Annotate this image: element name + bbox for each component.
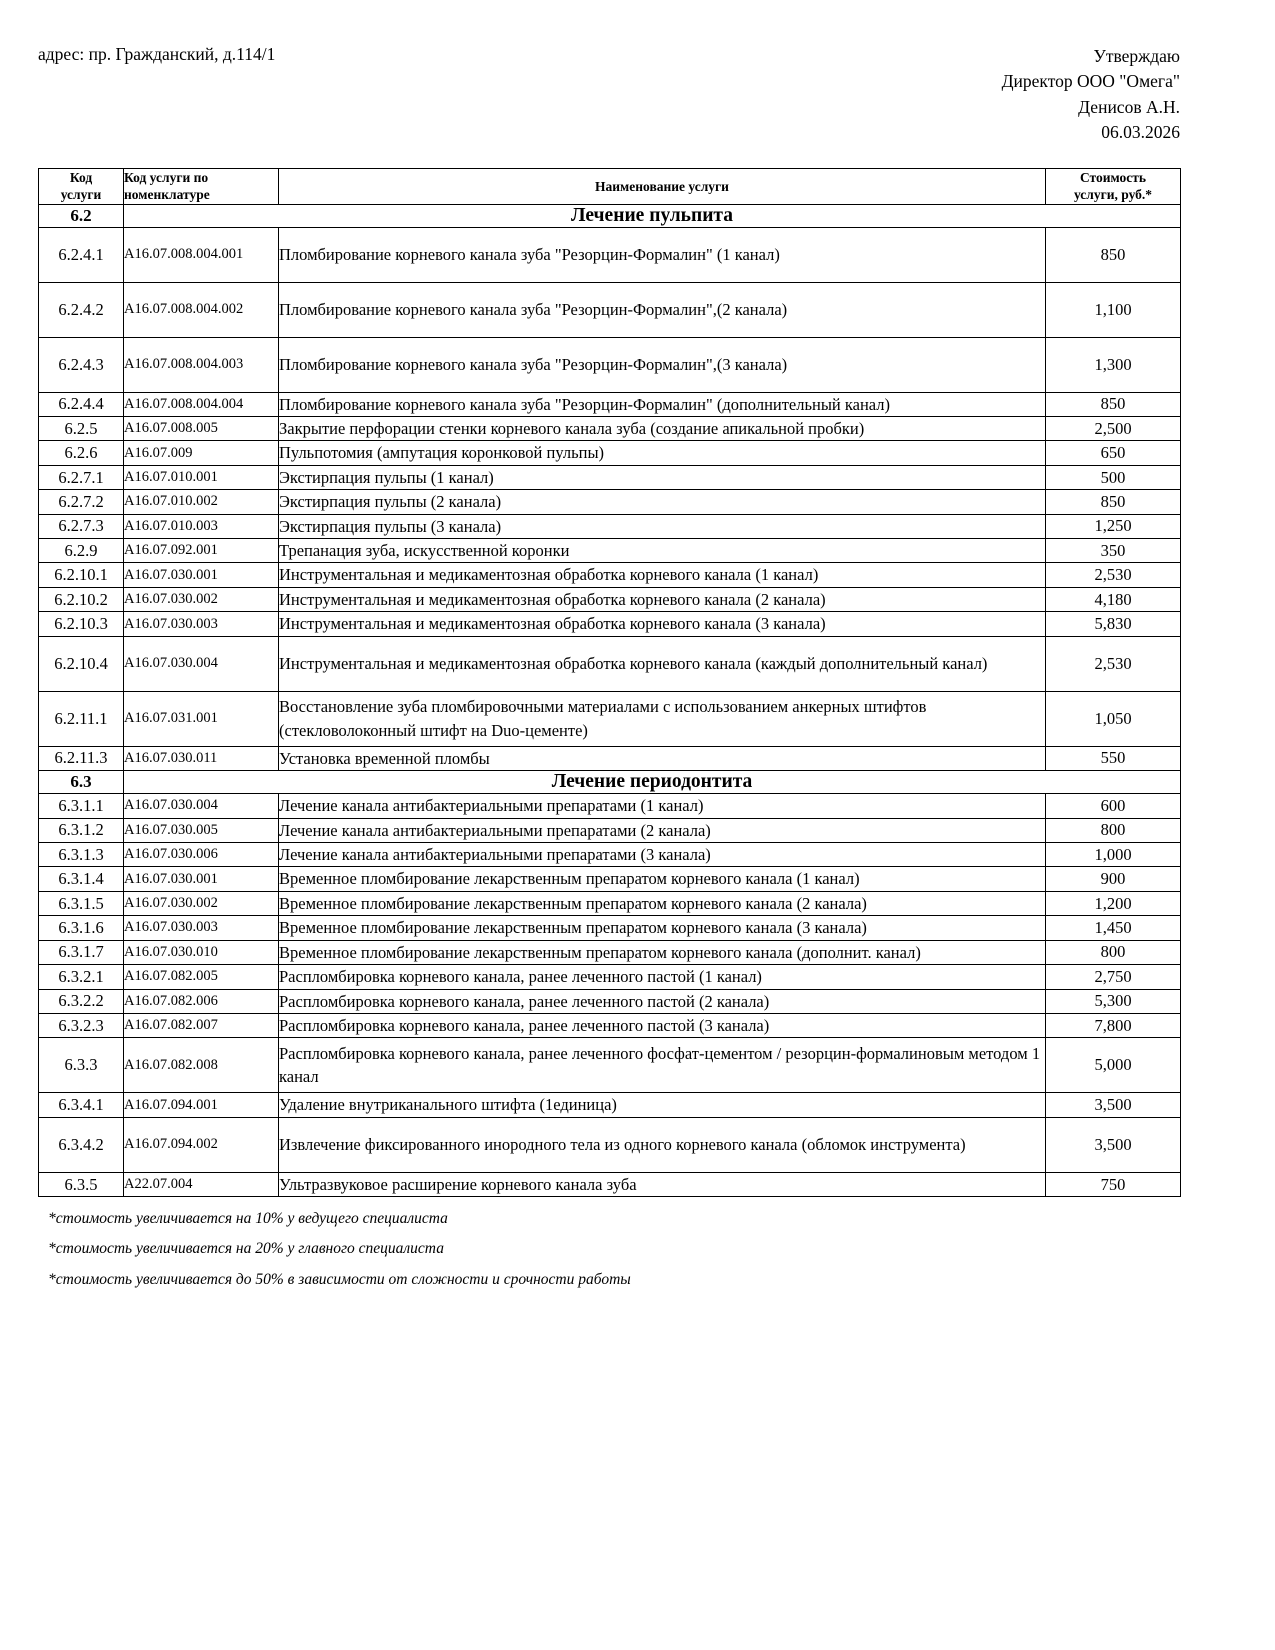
cell-service-code: 6.2.7.1 [39,465,124,489]
cell-service-code: 6.3.4.2 [39,1117,124,1172]
cell-service-code: 6.3.1.4 [39,867,124,891]
cell-nomenclature: A16.07.008.004.002 [124,282,279,337]
cell-price: 2,500 [1046,416,1181,440]
cell-service-code: 6.2.7.3 [39,514,124,538]
cell-service-name: Пломбирование корневого канала зуба "Резорцин-Формалин" (1 канал) [279,227,1046,282]
cell-nomenclature: A16.07.010.002 [124,490,279,514]
cell-nomenclature: A16.07.082.005 [124,965,279,989]
table-row [39,989,1181,1013]
column-header-nomenclature-line2: номенклатуре [124,187,210,203]
cell-service-code: 6.3.1.5 [39,891,124,915]
cell-price: 1,200 [1046,891,1181,915]
cell-service-code: 6.2.4.1 [39,227,124,282]
cell-service-code: 6.2.9 [39,539,124,563]
approval-director: Директор ООО "Омега" [1001,71,1180,92]
cell-price: 2,530 [1046,563,1181,587]
cell-service-name: Экстирпация пульпы (1 канал) [279,465,1046,489]
table-row [39,867,1181,891]
footnotes-block [38,1204,1180,1295]
cell-service-code: 6.2.7.2 [39,490,124,514]
cell-service-name: Восстановление зуба пломбировочными материалами с использованием анкерных штифтов (стекловолоконный штифт на Duo-цементе) [279,691,1046,746]
cell-service-code: 6.2.11.3 [39,746,124,770]
cell-service-code: 6.2.10.1 [39,563,124,587]
cell-price: 500 [1046,465,1181,489]
cell-price: 350 [1046,539,1181,563]
cell-service-code: 6.3.1.2 [39,818,124,842]
cell-service-code: 6.3.1.6 [39,916,124,940]
cell-service-name: Временное пломбирование лекарственным препаратом корневого канала (дополнит. канал) [279,940,1046,964]
cell-service-name: Пломбирование корневого канала зуба "Резорцин-Формалин" (дополнительный канал) [279,392,1046,416]
table-row [39,1172,1181,1196]
cell-service-name: Пломбирование корневого канала зуба "Резорцин-Формалин",(2 канала) [279,282,1046,337]
cell-service-code: 6.3.3 [39,1038,124,1093]
column-header-nomenclature-line1: Код услуги по [124,170,209,185]
table-row [39,636,1181,691]
cell-nomenclature: A16.07.030.001 [124,563,279,587]
cell-price: 1,450 [1046,916,1181,940]
cell-nomenclature: A16.07.030.001 [124,867,279,891]
cell-nomenclature: A16.07.031.001 [124,691,279,746]
column-header-price [1046,169,1181,205]
column-header-nomenclature [124,169,279,205]
section-title: Лечение пульпита [124,204,1181,227]
cell-service-name: Закрытие перфорации стенки корневого канала зуба (создание апикальной пробки) [279,416,1046,440]
column-header-code-line1: Код [69,170,93,185]
cell-price: 800 [1046,940,1181,964]
section-row [39,204,1181,227]
cell-service-name: Экстирпация пульпы (2 канала) [279,490,1046,514]
table-row [39,843,1181,867]
cell-nomenclature: A16.07.030.010 [124,940,279,964]
cell-nomenclature: A16.07.030.004 [124,794,279,818]
cell-price: 1,000 [1046,843,1181,867]
cell-price: 3,500 [1046,1093,1181,1117]
section-title: Лечение периодонтита [124,771,1181,794]
cell-price: 5,000 [1046,1038,1181,1093]
cell-service-name: Трепанация зуба, искусственной коронки [279,539,1046,563]
cell-service-code: 6.2.4.3 [39,337,124,392]
cell-price: 4,180 [1046,587,1181,611]
cell-service-code: 6.2.5 [39,416,124,440]
cell-price: 850 [1046,392,1181,416]
cell-service-code: 6.2.10.3 [39,612,124,636]
cell-service-name: Установка временной пломбы [279,746,1046,770]
table-row [39,563,1181,587]
cell-service-name: Распломбировка корневого канала, ранее леченного пастой (2 канала) [279,989,1046,1013]
cell-nomenclature: A16.07.010.003 [124,514,279,538]
approval-block [1002,44,1180,146]
table-row [39,940,1181,964]
cell-service-name: Распломбировка корневого канала, ранее леченного пастой (1 канал) [279,965,1046,989]
cell-service-code: 6.2.10.4 [39,636,124,691]
cell-service-code: 6.3.1.3 [39,843,124,867]
table-header-row [39,169,1181,205]
document-header [38,44,1180,144]
cell-nomenclature: A16.07.030.005 [124,818,279,842]
cell-nomenclature: A16.07.008.004.004 [124,392,279,416]
cell-service-code: 6.2.6 [39,441,124,465]
cell-service-name: Ультразвуковое расширение корневого канала зуба [279,1172,1046,1196]
cell-service-code: 6.3.2.3 [39,1013,124,1037]
cell-service-name: Инструментальная и медикаментозная обработка корневого канала (3 канала) [279,612,1046,636]
table-row [39,587,1181,611]
cell-service-name: Лечение канала антибактериальными препаратами (2 канала) [279,818,1046,842]
cell-nomenclature: A16.07.010.001 [124,465,279,489]
cell-service-code: 6.3.2.2 [39,989,124,1013]
table-row [39,691,1181,746]
cell-price: 2,750 [1046,965,1181,989]
cell-service-code: 6.2.11.1 [39,691,124,746]
cell-service-name: Инструментальная и медикаментозная обработка корневого канала (1 канал) [279,563,1046,587]
table-row [39,416,1181,440]
table-body [39,204,1181,1197]
cell-nomenclature: A16.07.082.008 [124,1038,279,1093]
cell-nomenclature: A16.07.082.007 [124,1013,279,1037]
cell-service-name: Временное пломбирование лекарственным препаратом корневого канала (3 канала) [279,916,1046,940]
clinic-address: адрес: пр. Гражданский, д.114/1 [38,44,276,64]
table-row [39,337,1181,392]
cell-nomenclature: A16.07.082.006 [124,989,279,1013]
cell-price: 5,830 [1046,612,1181,636]
table-row [39,282,1181,337]
table-row [39,612,1181,636]
approval-date: 06.03.2026 [1101,122,1180,143]
table-row [39,465,1181,489]
cell-price: 7,800 [1046,1013,1181,1037]
footnote: *стоимость увеличивается на 10% у ведущего специалиста [48,1210,448,1228]
approval-signer: Денисов А.Н. [1078,96,1180,117]
cell-nomenclature: A16.07.030.011 [124,746,279,770]
cell-nomenclature: A22.07.004 [124,1172,279,1196]
table-row [39,1013,1181,1037]
cell-service-name: Инструментальная и медикаментозная обработка корневого канала (2 канала) [279,587,1046,611]
cell-service-name: Извлечение фиксированного инородного тела из одного корневого канала (обломок инструмента) [279,1117,1046,1172]
cell-nomenclature: A16.07.094.001 [124,1093,279,1117]
cell-nomenclature: A16.07.008.004.003 [124,337,279,392]
table-row [39,227,1181,282]
table-row [39,965,1181,989]
cell-nomenclature: A16.07.030.002 [124,587,279,611]
cell-nomenclature: A16.07.030.002 [124,891,279,915]
cell-price: 650 [1046,441,1181,465]
table-row [39,1038,1181,1093]
column-header-price-line1: Стоимость [1079,170,1147,185]
cell-nomenclature: A16.07.030.003 [124,612,279,636]
cell-service-code: 6.2.4.2 [39,282,124,337]
cell-service-code: 6.3.5 [39,1172,124,1196]
column-header-price-line2: услуги, руб.* [1073,187,1153,203]
cell-nomenclature: A16.07.008.005 [124,416,279,440]
section-row [39,771,1181,794]
cell-price: 800 [1046,818,1181,842]
column-header-code [39,169,124,205]
cell-nomenclature: A16.07.030.006 [124,843,279,867]
cell-price: 600 [1046,794,1181,818]
table-row [39,514,1181,538]
cell-service-code: 6.3.1.7 [39,940,124,964]
cell-service-name: Пломбирование корневого канала зуба "Резорцин-Формалин",(3 канала) [279,337,1046,392]
cell-price: 550 [1046,746,1181,770]
cell-price: 1,250 [1046,514,1181,538]
cell-price: 1,300 [1046,337,1181,392]
cell-price: 850 [1046,490,1181,514]
cell-price: 3,500 [1046,1117,1181,1172]
price-table [38,168,1181,1197]
table-row [39,441,1181,465]
table-row [39,794,1181,818]
cell-price: 2,530 [1046,636,1181,691]
cell-service-code: 6.3.2.1 [39,965,124,989]
table-row [39,746,1181,770]
table-row [39,818,1181,842]
footnote: *стоимость увеличивается на 20% у главного специалиста [48,1240,444,1258]
cell-nomenclature: A16.07.094.002 [124,1117,279,1172]
approval-label: Утверждаю [1093,46,1180,66]
footnote: *стоимость увеличивается до 50% в зависимости от сложности и срочности работы [48,1270,631,1288]
column-header-code-line2: услуги [60,187,102,203]
cell-service-name: Экстирпация пульпы (3 канала) [279,514,1046,538]
table-row [39,539,1181,563]
cell-service-name: Инструментальная и медикаментозная обработка корневого канала (каждый дополнительный канал) [279,636,1046,691]
cell-nomenclature: A16.07.030.004 [124,636,279,691]
table-row [39,1117,1181,1172]
cell-service-name: Распломбировка корневого канала, ранее леченного фосфат-цементом / резорцин-формалиновым методом 1 канал [279,1038,1046,1093]
table-row [39,1093,1181,1117]
cell-price: 900 [1046,867,1181,891]
column-header-service-name: Наименование услуги [279,169,1046,205]
cell-service-code: 6.3.4.1 [39,1093,124,1117]
cell-nomenclature: A16.07.092.001 [124,539,279,563]
table-row [39,392,1181,416]
cell-service-name: Лечение канала антибактериальными препаратами (1 канал) [279,794,1046,818]
cell-price: 850 [1046,227,1181,282]
table-row [39,490,1181,514]
cell-service-name: Распломбировка корневого канала, ранее леченного пастой (3 канала) [279,1013,1046,1037]
cell-nomenclature: A16.07.008.004.001 [124,227,279,282]
cell-price: 1,100 [1046,282,1181,337]
section-code: 6.3 [39,771,124,794]
table-head [39,169,1181,205]
cell-service-code: 6.2.10.2 [39,587,124,611]
cell-nomenclature: A16.07.009 [124,441,279,465]
cell-price: 5,300 [1046,989,1181,1013]
section-code: 6.2 [39,204,124,227]
table-row [39,891,1181,915]
cell-service-name: Временное пломбирование лекарственным препаратом корневого канала (1 канал) [279,867,1046,891]
cell-service-name: Временное пломбирование лекарственным препаратом корневого канала (2 канала) [279,891,1046,915]
cell-service-name: Удаление внутриканального штифта (1единица) [279,1093,1046,1117]
cell-service-name: Пульпотомия (ампутация коронковой пульпы) [279,441,1046,465]
cell-service-name: Лечение канала антибактериальными препаратами (3 канала) [279,843,1046,867]
cell-service-code: 6.2.4.4 [39,392,124,416]
cell-price: 750 [1046,1172,1181,1196]
cell-nomenclature: A16.07.030.003 [124,916,279,940]
table-row [39,916,1181,940]
cell-service-code: 6.3.1.1 [39,794,124,818]
cell-price: 1,050 [1046,691,1181,746]
